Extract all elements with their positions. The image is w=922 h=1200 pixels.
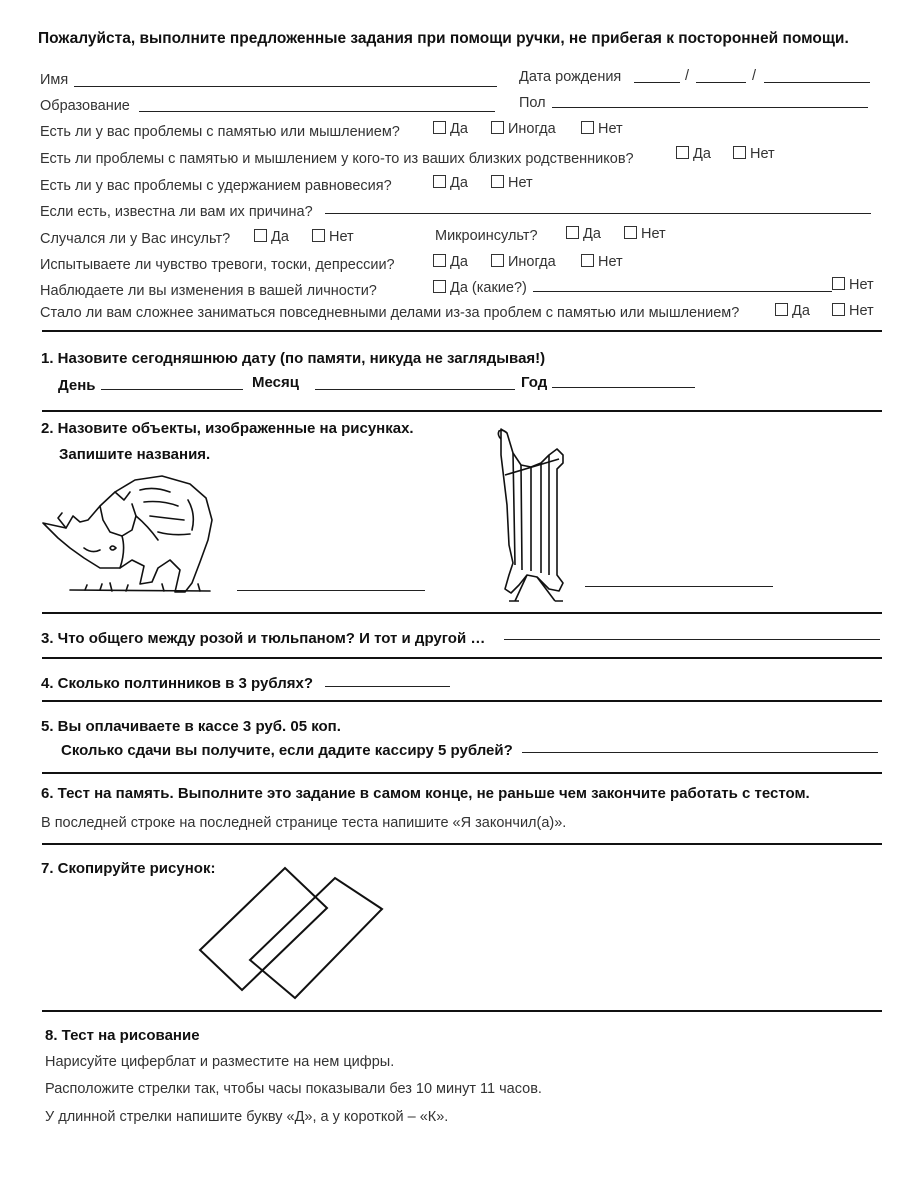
birth-month-field[interactable] [696, 82, 746, 83]
day-field[interactable] [101, 389, 243, 390]
overlapping-rectangles-figure [195, 860, 390, 1005]
checkbox-sometimes[interactable]: Иногда [491, 121, 556, 137]
task7-title: 7. Скопируйте рисунок: [41, 860, 216, 877]
task8-line3: У длинной стрелки напишите букву «Д», а у короткой – «К». [45, 1109, 449, 1125]
question-memory: Есть ли у вас проблемы с памятью или мышлением? [40, 124, 400, 140]
task6-title: 6. Тест на память. Выполните это задание в самом конце, не раньше чем закончите работать с тестом. [41, 785, 810, 802]
task5-line2: Сколько сдачи вы получите, если дадите кассиру 5 рублей? [61, 742, 513, 759]
checkbox-no[interactable]: Нет [581, 121, 623, 137]
question-relatives: Есть ли проблемы с памятью и мышлением у кого-то из ваших близких родственников? [40, 151, 634, 167]
rhino-answer-field[interactable] [237, 590, 425, 591]
question-cause: Если есть, известна ли вам их причина? [40, 204, 313, 220]
section-divider [42, 410, 882, 412]
checkbox-no[interactable]: Нет [832, 303, 874, 319]
checkbox-no[interactable]: Нет [733, 146, 775, 162]
cause-field[interactable] [325, 213, 871, 214]
section-divider [42, 843, 882, 845]
section-divider [42, 657, 882, 659]
name-field[interactable] [74, 86, 497, 87]
checkbox-sometimes[interactable]: Иногда [491, 254, 556, 270]
rhino-image [40, 470, 220, 605]
birth-day-field[interactable] [634, 82, 680, 83]
education-field[interactable] [139, 111, 495, 112]
question-personality: Наблюдаете ли вы изменения в вашей личности? [40, 283, 377, 299]
year-field[interactable] [552, 387, 695, 388]
month-field[interactable] [315, 389, 515, 390]
checkbox-yes[interactable]: Да [775, 303, 810, 319]
checkbox-yes[interactable]: Да [676, 146, 711, 162]
task8-line2: Расположите стрелки так, чтобы часы показывали без 10 минут 11 часов. [45, 1081, 542, 1097]
checkbox-yes[interactable]: Да [433, 175, 468, 191]
task5-answer-field[interactable] [522, 752, 878, 753]
checkbox-no[interactable]: Нет [312, 229, 354, 245]
section-divider [42, 612, 882, 614]
question-anxiety: Испытываете ли чувство тревоги, тоски, депрессии? [40, 257, 395, 273]
gender-label: Пол [519, 95, 546, 111]
task3-question: 3. Что общего между розой и тюльпаном? И тот и другой … [41, 630, 486, 647]
task2-title: 2. Назовите объекты, изображенные на рисунках. [41, 420, 414, 437]
harp-image [493, 425, 573, 605]
section-divider [42, 772, 882, 774]
task5-line1: 5. Вы оплачиваете в кассе 3 руб. 05 коп. [41, 718, 341, 735]
question-microstroke: Микроинсульт? [435, 228, 538, 244]
task2-subtitle: Запишите названия. [59, 446, 211, 463]
question-daily-tasks: Стало ли вам сложнее заниматься повседневными делами из-за проблем с памятью или мышлением? [40, 305, 740, 321]
checkbox-no[interactable]: Нет [581, 254, 623, 270]
task8-title: 8. Тест на рисование [45, 1027, 200, 1044]
task1-title: 1. Назовите сегодняшнюю дату (по памяти, никуда не заглядывая!) [41, 350, 546, 367]
education-label: Образование [40, 98, 130, 114]
personality-field[interactable] [533, 291, 832, 292]
gender-field[interactable] [552, 107, 868, 108]
checkbox-yes[interactable]: Да [433, 121, 468, 137]
harp-answer-field[interactable] [585, 586, 773, 587]
section-divider [42, 1010, 882, 1012]
day-label: День [58, 377, 96, 394]
checkbox-yes[interactable]: Да [566, 226, 601, 242]
checkbox-yes-which[interactable]: Да (какие?) [433, 280, 527, 296]
task4-question: 4. Сколько полтинников в 3 рублях? [41, 675, 314, 692]
task4-answer-field[interactable] [325, 686, 450, 687]
date-separator: / [685, 68, 690, 84]
checkbox-no[interactable]: Нет [491, 175, 533, 191]
checkbox-yes[interactable]: Да [254, 229, 289, 245]
date-separator: / [752, 68, 757, 84]
checkbox-no[interactable]: Нет [624, 226, 666, 242]
section-divider [42, 330, 882, 332]
question-stroke: Случался ли у Вас инсульт? [40, 231, 231, 247]
name-label: Имя [40, 72, 69, 88]
checkbox-no[interactable]: Нет [832, 277, 874, 293]
question-balance: Есть ли у вас проблемы с удержанием равновесия? [40, 178, 392, 194]
birth-date-label: Дата рождения [519, 69, 622, 85]
month-label: Месяц [252, 374, 299, 391]
instructions-heading: Пожалуйста, выполните предложенные задания при помощи ручки, не прибегая к посторонней помощи. [38, 30, 849, 47]
task3-answer-field[interactable] [504, 639, 880, 640]
task6-text: В последней строке на последней странице теста напишите «Я закончил(а)». [41, 815, 567, 831]
section-divider [42, 700, 882, 702]
checkbox-yes[interactable]: Да [433, 254, 468, 270]
birth-year-field[interactable] [764, 82, 870, 83]
task8-line1: Нарисуйте циферблат и разместите на нем цифры. [45, 1054, 395, 1070]
year-label: Год [521, 374, 548, 391]
